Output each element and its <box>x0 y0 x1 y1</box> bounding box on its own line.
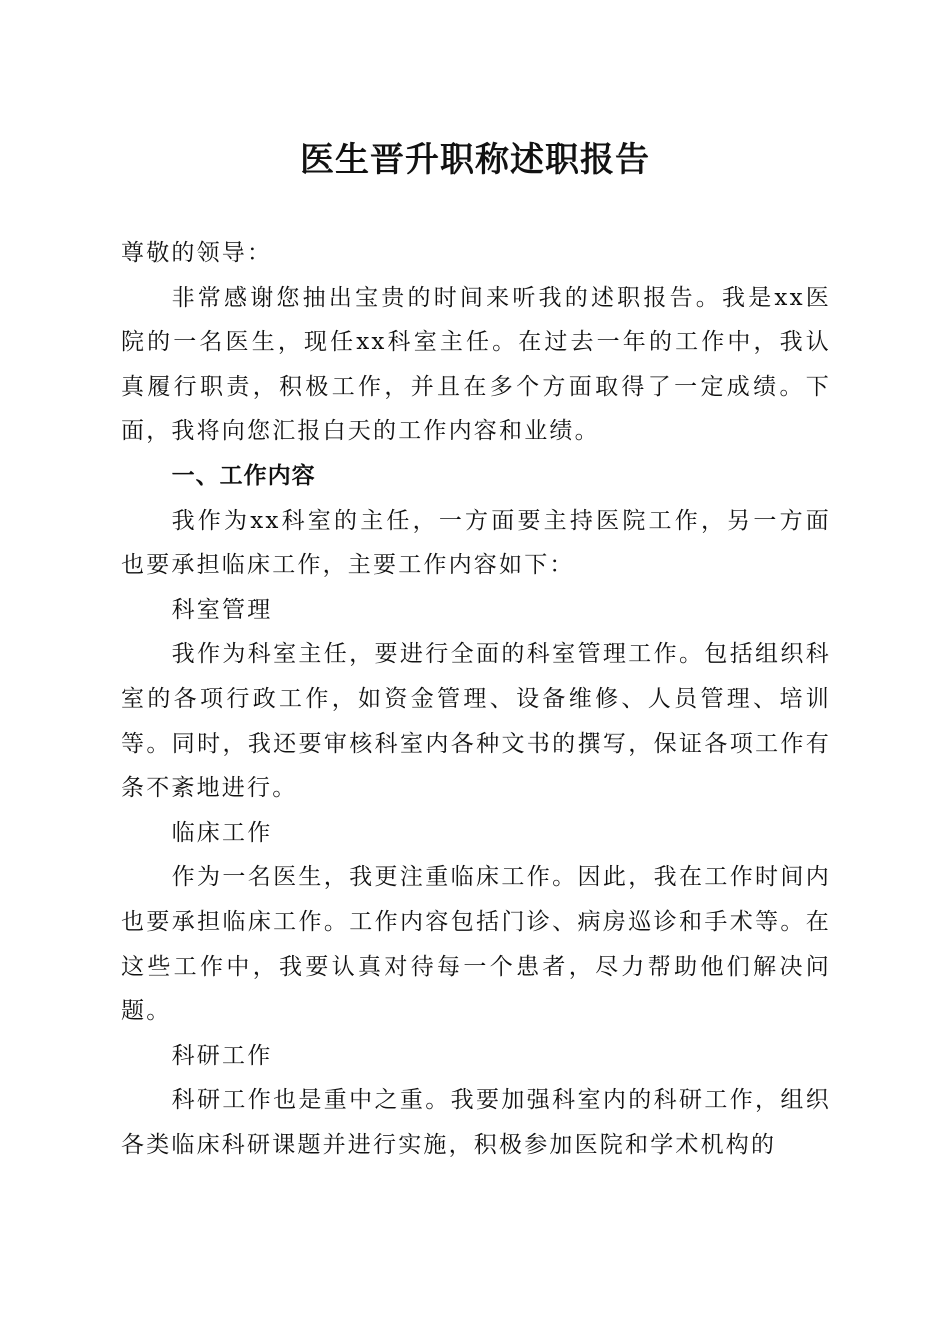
subheading-clinical-work: 临床工作 <box>171 819 273 846</box>
research-work-paragraph: 科研工作也是重中之重。我要加强科室内的科研工作，组织各类临床科研课题并进行实施，积极参加医院和学术机构的 <box>121 1087 831 1158</box>
section-heading-work-content: 一、工作内容 <box>171 462 316 489</box>
salutation: 尊敬的领导： <box>121 240 273 266</box>
document-body <box>121 231 831 1167</box>
intro-paragraph: 非常感谢您抽出宝贵的时间来听我的述职报告。我是xx医院的一名医生，现任xx科室主任。在过去一年的工作中，我认真履行职责，积极工作，并且在多个方面取得了一定成绩。下面，我将向您汇报白天的工作内容和业绩。 <box>121 284 831 445</box>
clinical-work-paragraph: 作为一名医生，我更注重临床工作。因此，我在工作时间内也要承担临床工作。工作内容包括门诊、病房巡诊和手术等。在这些工作中，我要认真对待每一个患者，尽力帮助他们解决问题。 <box>121 864 831 1025</box>
work-content-paragraph: 我作为xx科室的主任，一方面要主持医院工作，另一方面也要承担临床工作，主要工作内容如下： <box>121 507 831 579</box>
department-management-paragraph: 我作为科室主任，要进行全面的科室管理工作。包括组织科室的各项行政工作，如资金管理、设备维修、人员管理、培训等。同时，我还要审核科室内各种文书的撰写，保证各项工作有条不紊地进行。 <box>121 641 831 802</box>
subheading-department-management: 科室管理 <box>171 596 273 623</box>
document-title: 医生晋升职称述职报告 <box>300 140 650 180</box>
subheading-research-work: 科研工作 <box>171 1042 273 1069</box>
